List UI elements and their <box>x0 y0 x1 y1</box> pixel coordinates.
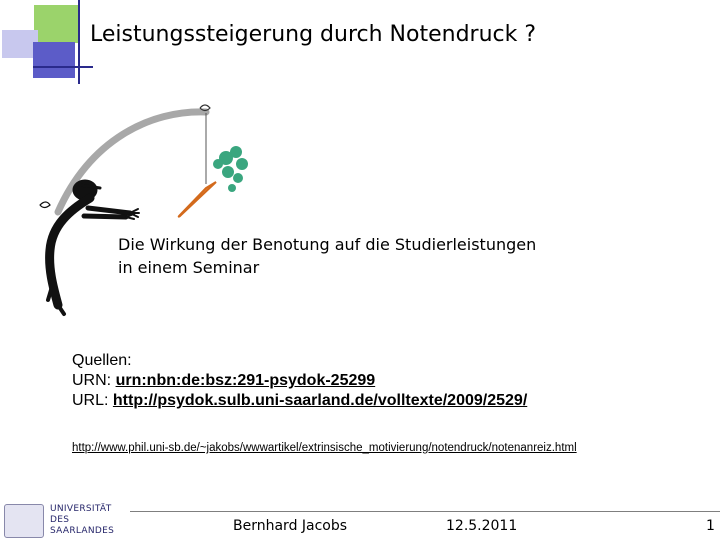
corner-square-green <box>34 5 78 43</box>
url-label: URL: <box>72 392 113 409</box>
university-seal-icon <box>4 504 44 538</box>
slide-subtitle <box>118 233 678 279</box>
corner-square-blue <box>33 42 75 78</box>
article-link[interactable]: http://www.phil.uni-sb.de/~jakobs/wwwartikel/extrinsische_motivierung/notendruck/notenanreiz.html <box>72 442 577 454</box>
carrot-stick-illustration <box>30 100 270 330</box>
carrot-leaves <box>213 146 248 192</box>
logo-line-1: UNIVERSITÄT <box>50 504 112 514</box>
subtitle-line-2: in einem Seminar <box>118 258 260 277</box>
logo-line-2: DES <box>50 515 70 525</box>
logo-line-3: SAARLANDES <box>50 526 115 536</box>
carrot <box>179 182 216 217</box>
corner-horizontal-line <box>33 66 93 68</box>
footer-author: Bernhard Jacobs <box>233 518 348 534</box>
corner-vertical-line <box>78 0 80 84</box>
page-number: 1 <box>706 518 715 534</box>
urn-row <box>72 371 692 391</box>
footer-divider <box>130 511 720 512</box>
subtitle-line-1: Die Wirkung der Benotung auf die Studierleistungen <box>118 235 537 254</box>
url-row <box>72 391 692 411</box>
footer-date: 12.5.2011 <box>446 518 518 534</box>
urn-label: URN: <box>72 372 116 389</box>
urn-link[interactable]: urn:nbn:de:bsz:291-psydok-25299 <box>115 372 376 389</box>
sources-heading: Quellen: <box>72 352 132 369</box>
url-link[interactable]: http://psydok.sulb.uni-saarland.de/volltexte/2009/2529/ <box>112 392 528 409</box>
university-logo <box>0 501 130 540</box>
university-logo-text <box>50 504 114 537</box>
slide-title: Leistungssteigerung durch Notendruck ? <box>90 22 537 47</box>
sources-block <box>72 351 692 411</box>
